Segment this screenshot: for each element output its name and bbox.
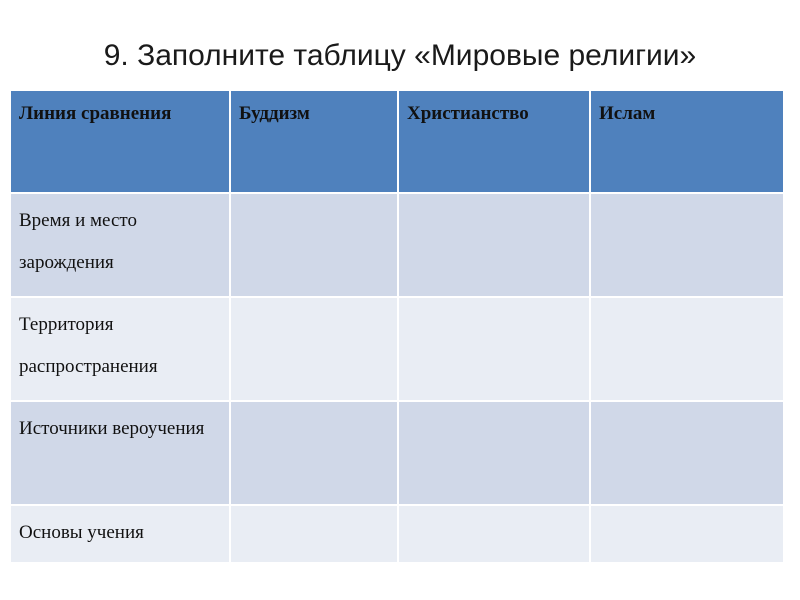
cell-islam-territory[interactable]: [590, 297, 784, 401]
religions-table: [9, 89, 785, 564]
table-row: [10, 297, 784, 401]
header-islam: Ислам: [590, 90, 784, 193]
row-label-origin: Время и место зарождения: [10, 193, 230, 297]
row-label-sources: Источники вероучения: [10, 401, 230, 505]
cell-christianity-sources[interactable]: [398, 401, 590, 505]
cell-buddhism-territory[interactable]: [230, 297, 398, 401]
row-label-teachings: Основы учения: [10, 505, 230, 563]
cell-buddhism-teachings[interactable]: [230, 505, 398, 563]
cell-christianity-origin[interactable]: [398, 193, 590, 297]
table-header-row: [10, 90, 784, 193]
cell-islam-sources[interactable]: [590, 401, 784, 505]
cell-islam-teachings[interactable]: [590, 505, 784, 563]
cell-islam-origin[interactable]: [590, 193, 784, 297]
header-comparison-line: Линия сравнения: [10, 90, 230, 193]
cell-christianity-territory[interactable]: [398, 297, 590, 401]
table-row: [10, 401, 784, 505]
cell-buddhism-origin[interactable]: [230, 193, 398, 297]
row-label-territory: Территория распространения: [10, 297, 230, 401]
header-buddhism: Буддизм: [230, 90, 398, 193]
table-row: [10, 193, 784, 297]
table-row: [10, 505, 784, 563]
cell-buddhism-sources[interactable]: [230, 401, 398, 505]
header-christianity: Христианство: [398, 90, 590, 193]
page-title: 9. Заполните таблицу «Мировые религии»: [103, 39, 697, 72]
cell-christianity-teachings[interactable]: [398, 505, 590, 563]
